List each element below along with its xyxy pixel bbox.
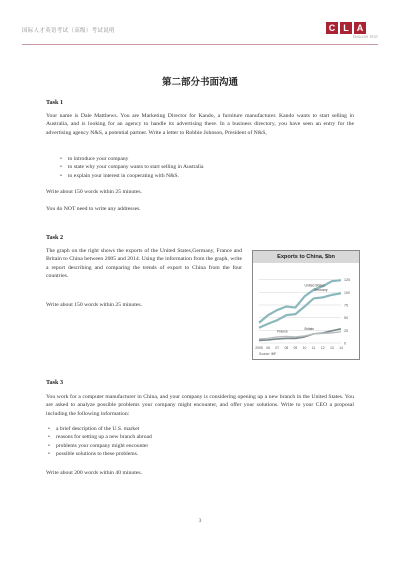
y-tick-label: 50 [344,316,348,321]
header-text: 国际人才英语考试（高级）考试说明 [22,28,115,34]
chart-plot [253,263,359,359]
header-divider [22,44,378,45]
task2-word-limit: Write about 150 words within 25 minutes. [46,302,142,308]
task2-body: The graph on the right shows the exports of the United States,Germany, France and Britain to China between 2005 and 2014. Using the information from the graph, write a report describing and comparing the trends of export to China from the four countries. [46,248,242,280]
x-tick-label: 06 [266,346,271,350]
x-tick-label: 14 [339,346,343,350]
logo-letter-c: C [326,22,338,34]
x-tick-label: 12 [320,346,325,350]
exports-chart [252,250,360,360]
y-tick-label: 100 [344,290,350,295]
x-tick-label: 10 [302,346,307,350]
task3-bullet: • problems your company might encounter [46,442,346,450]
chart-title: Exports to China, $bn [253,251,359,263]
logo-subtitle: ENGLISH TEST [352,35,378,39]
section-title: 第二部分书面沟通 [161,77,238,88]
series-label: France [277,329,288,334]
task3-bullet: • reasons for setting up a new branch abroad [46,433,346,441]
cla-logo [326,22,378,42]
x-tick-label: 07 [275,346,280,350]
y-tick-label: 125 [344,278,350,283]
task2-heading: Task 2 [46,234,64,241]
y-tick-label: 75 [344,303,348,308]
task1-heading: Task 1 [46,99,64,106]
page-number: 3 [198,518,202,524]
x-tick-label: 08 [284,346,289,350]
series-label: Germany [313,287,328,292]
y-tick-label: 0 [344,341,346,346]
x-tick-label: 11 [311,346,316,350]
chart-source: Source: IMF [259,352,277,356]
logo-letter-a: A [354,22,366,34]
series-line [259,293,341,327]
series-label: Britain [304,327,315,332]
task3-heading: Task 3 [46,379,64,386]
task1-bullet-list [46,155,346,180]
x-tick-label: 2005 [255,346,263,350]
y-tick-label: 25 [344,328,348,333]
series-label: United States [304,283,325,288]
task1-body: Your name is Dale Matthews. You are Marketing Director for Kando, a furniture manufacturer. Kando wants to start selling in Australia, and is looking for an agency to handle its advertising there. In a business directory, you have seen an entry for the advertising agency N&S, a potential partner. Write a letter to Robbie Johnson, President of N&S, [46,113,354,136]
task1-bullet: • to introduce your company [46,155,346,163]
logo-letter-l: L [340,22,352,34]
task1-word-limit: Write about 150 words within 25 minutes. [46,189,142,195]
series-line [259,280,341,323]
x-tick-label: 13 [329,346,334,350]
task3-body: You work for a computer manufacturer in China, and your company is considering opening up a new branch in the United States. You are asked to analyze possible problems your company might encounter, and offer your solutions. Write to your CEO a proposal including the following information: [46,394,354,417]
task3-word-limit: Write about 200 words within 40 minutes. [46,470,142,476]
task3-bullet: • possible solutions to these problems. [46,450,346,458]
task1-bullet: • to state why your company wants to start selling in Australia [46,163,346,171]
task3-bullet-list [46,425,346,458]
x-tick-label: 09 [293,346,298,350]
task3-bullet: • a brief description of the U.S. market [46,425,346,433]
task1-bullet: • to explain your interest in cooperating with N&S. [46,172,346,180]
task1-note: You do NOT need to write any addresses. [46,206,141,212]
page-header [22,22,378,44]
